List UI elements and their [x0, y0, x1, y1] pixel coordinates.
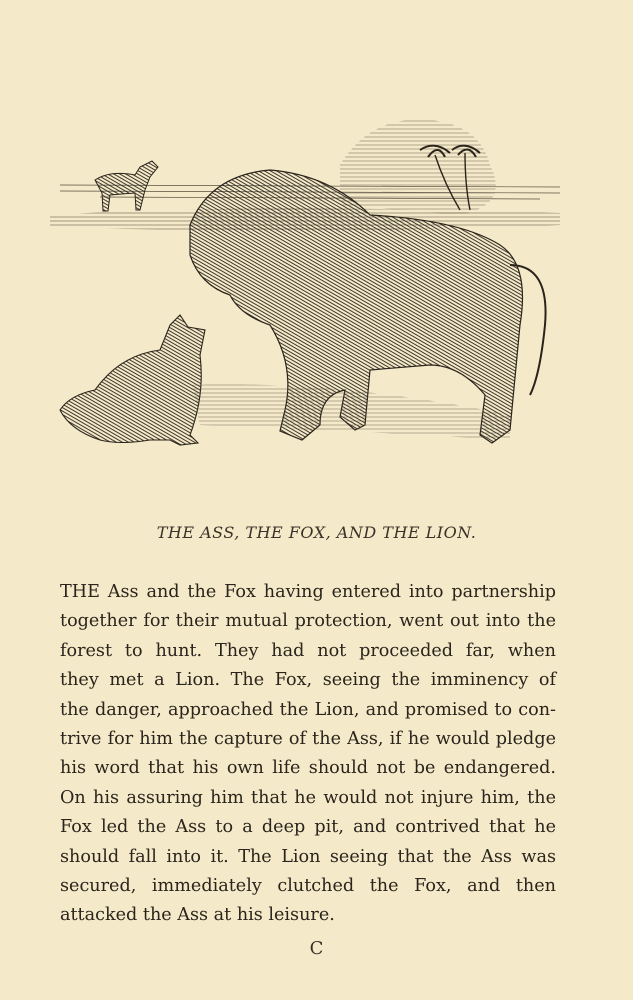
- text-line: forest to hunt. They had not proceeded far, when: [60, 640, 556, 661]
- signature-mark: C: [309, 938, 324, 959]
- text-line: THE Ass and the Fox having entered into partnership: [60, 582, 556, 602]
- text-line: attacked the Ass at his leisure.: [60, 905, 335, 926]
- fox-figure: [60, 315, 205, 445]
- sky-clouds: [340, 120, 496, 215]
- text-line: the danger, approached the Lion, and promised to con-: [60, 699, 556, 720]
- fable-text: [60, 578, 556, 931]
- lion-fox-ass-engraving: [40, 95, 570, 475]
- text-line: Fox led the Ass to a deep pit, and contrived that he: [60, 817, 556, 838]
- text-line: trive for him the capture of the Ass, if he would pledge: [60, 729, 556, 750]
- illustration-caption: THE ASS, THE FOX, AND THE LION.: [156, 523, 477, 542]
- text-line: should fall into it. The Lion seeing that the Ass was: [60, 846, 556, 867]
- text-line: together for their mutual protection, went out into the: [60, 611, 556, 632]
- text-line: secured, immediately clutched the Fox, and then: [60, 876, 556, 897]
- foreground-shadow: [190, 384, 510, 440]
- text-line: On his assuring him that he would not injure him, the: [60, 787, 556, 808]
- text-line: they met a Lion. The Fox, seeing the imminency of: [60, 670, 556, 691]
- ass-figure: [95, 161, 158, 211]
- text-line: his word that his own life should not be endangered.: [60, 758, 556, 779]
- engraving-illustration: [40, 95, 570, 475]
